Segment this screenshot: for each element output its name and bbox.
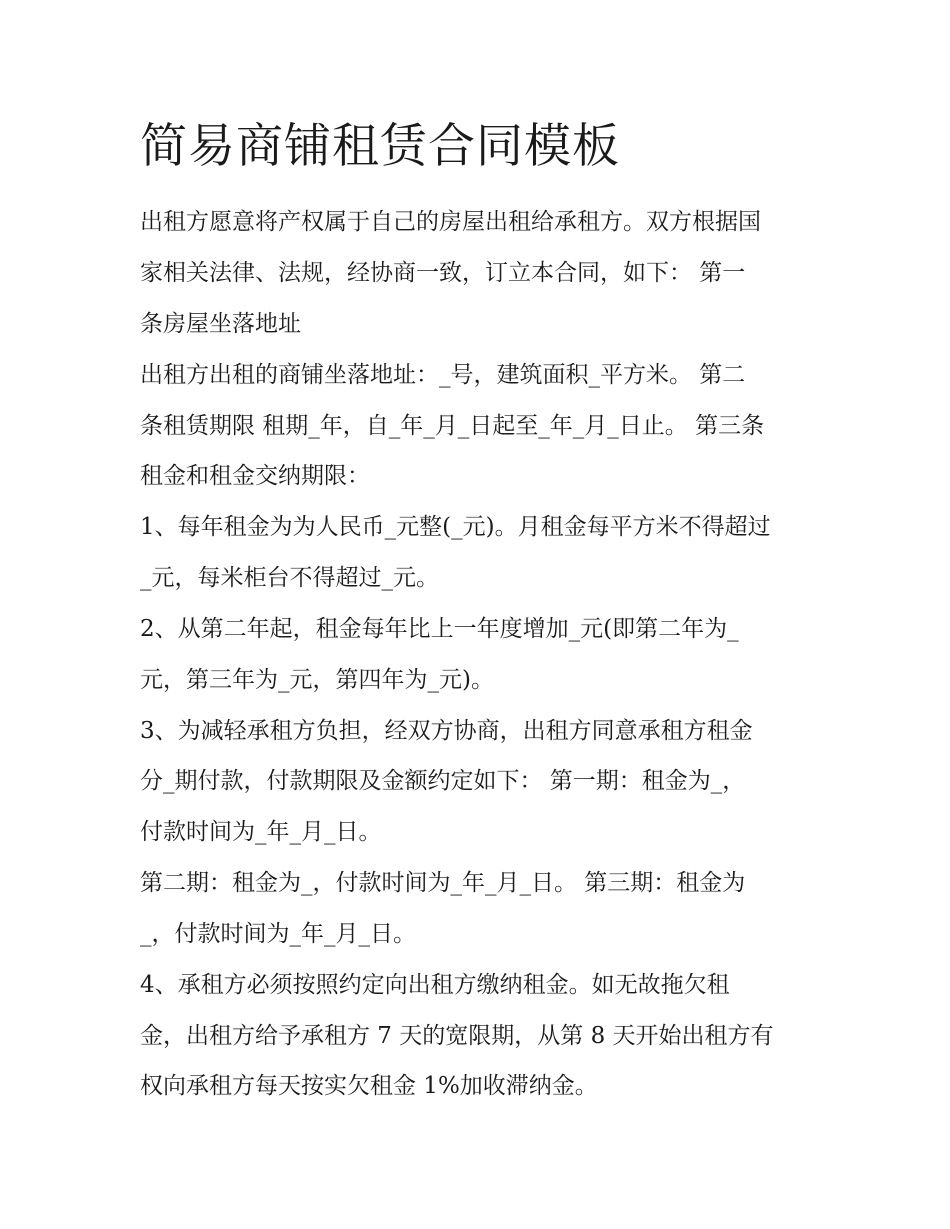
- body-line: 2、从第二年起，租金每年比上一年度增加_元(即第二年为_: [140, 616, 739, 642]
- body-line: 条租赁期限 租期_年，自_年_月_日起至_年_月_日止。 第三条: [140, 413, 765, 439]
- body-line: 元，第三年为_元，第四年为_元)。: [140, 667, 494, 693]
- body-line: 3、为减轻承租方负担，经双方协商，出租方同意承租方租金: [140, 718, 753, 744]
- body-line: 1、每年租金为为人民币_元整(_元)。月租金每平方米不得超过: [140, 514, 771, 540]
- body-line: 分_期付款，付款期限及金额约定如下： 第一期：租金为_，: [140, 768, 746, 794]
- body-line: 条房屋坐落地址: [140, 311, 301, 337]
- document-title: 简易商铺租赁合同模板: [140, 119, 620, 174]
- body-line: 出租方愿意将产权属于自己的房屋出租给承租方。双方根据国: [140, 209, 761, 235]
- body-line: 家相关法律、法规，经协商一致，订立本合同，如下： 第一: [140, 260, 746, 286]
- body-line: 4、承租方必须按照约定向出租方缴纳租金。如无故拖欠租: [140, 972, 730, 998]
- body-line: _，付款时间为_年_月_日。: [140, 921, 416, 947]
- body-line: _元，每米柜台不得超过_元。: [140, 565, 439, 591]
- body-line: 第二期：租金为_，付款时间为_年_月_日。 第三期：租金为: [140, 870, 746, 896]
- body-line: 付款时间为_年_月_日。: [140, 819, 382, 845]
- body-line: 金，出租方给予承租方 7 天的宽限期，从第 8 天开始出租方有: [140, 1023, 774, 1049]
- body-line: 租金和租金交纳期限：: [140, 463, 370, 489]
- body-line: 权向承租方每天按实欠租金 1%加收滞纳金。: [140, 1073, 598, 1099]
- body-line: 出租方出租的商铺坐落地址：_号，建筑面积_平方米。 第二: [140, 362, 746, 388]
